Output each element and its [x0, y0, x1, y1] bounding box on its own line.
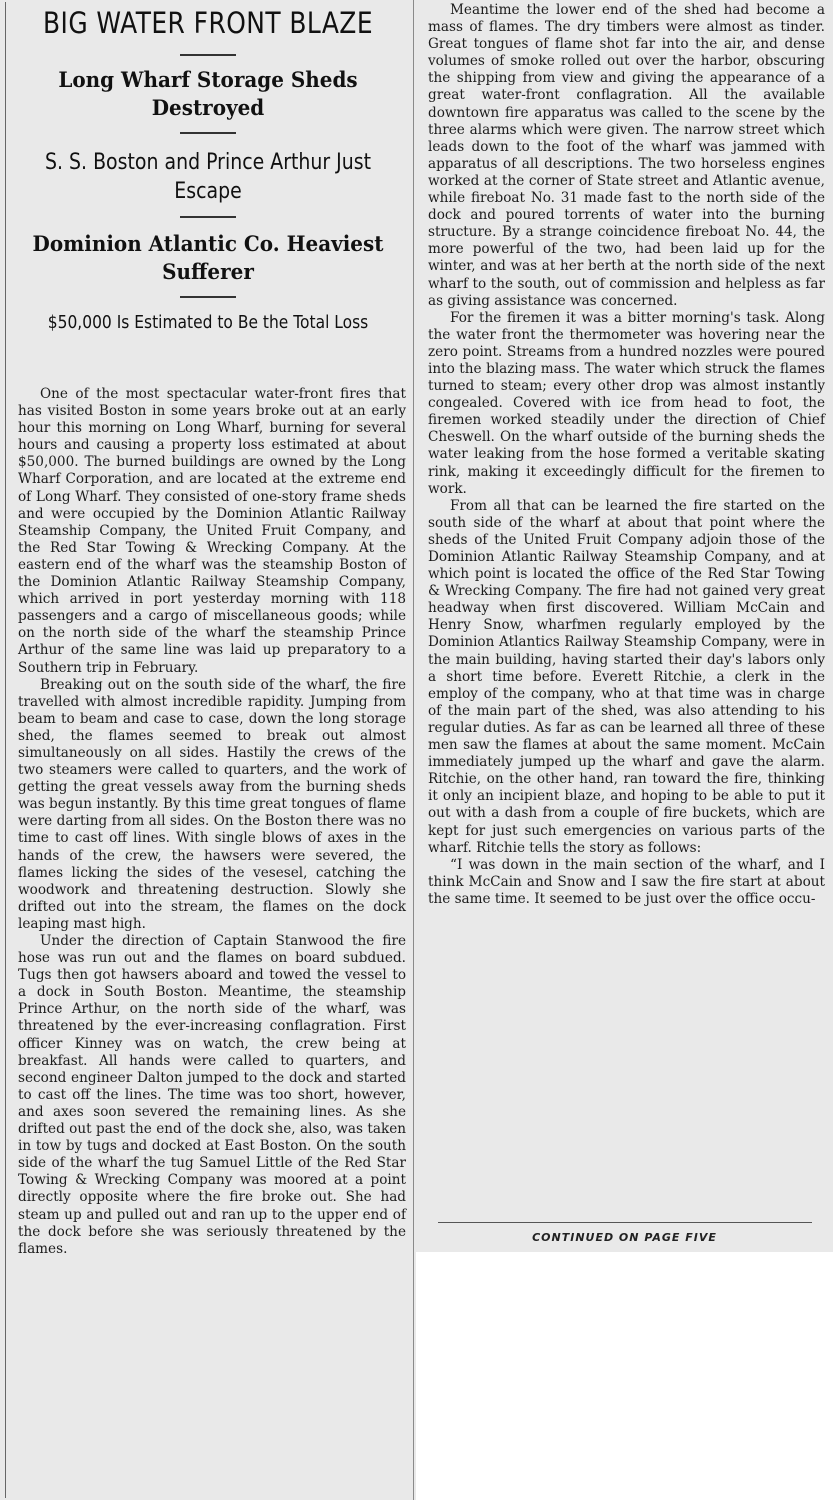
article-body-right [428, 2, 825, 908]
headline-rule [180, 54, 236, 56]
paragraph: “I was down in the main section of the wharf, and I think McCain and Snow and I saw the fire start at about the same time. It seemed to be just over the office occu- [428, 856, 825, 907]
left-column [0, 0, 416, 1500]
main-headline: BIG WATER FRONT BLAZE [42, 6, 374, 40]
deck-rule-1 [180, 132, 236, 134]
paragraph: One of the most spectacular water-front fires that has visited Boston in some years broke out at an early hour this morning on Long Wharf, burning for several hours and causing a property loss estimated at about $50,000. The burned buildings are owned by the Long Wharf Corporation, and are located at the extreme end of Long Wharf. They consisted of one-story frame sheds and were occupied by the Dominion Atlantic Railway Steamship Company, the United Fruit Company, and the Red Star Towing & Wrecking Company. At the eastern end of the wharf was the steamship Boston of the Dominion Atlantic Railway Steamship Company, which arrived in port yesterday morning with 118 passengers and a cargo of miscellaneous goods; while on the north side of the wharf the steamship Prince Arthur of the same line was laid up preparatory to a Southern trip in February. [18, 386, 406, 676]
headline-block [16, 0, 400, 66]
continued-notice: CONTINUED ON PAGE FIVE [532, 1231, 717, 1244]
deck-rule-2 [180, 216, 236, 218]
paragraph: Breaking out on the south side of the wharf, the fire travelled with almost incredible rapidity. Jumping from beam to beam and case to case, down the long storage shed, the flames seemed to break out almost simultaneously on all sides. Hastily the crews of the two steamers were called to quarters, and the work of getting the great vessels away from the burning sheds was begun instantly. By this time great tongues of flame were darting from all sides. On the Boston there was no time to cast off lines. With single blows of axes in the hands of the crew, the hawsers were severed, the flames licking the sides of the vesesel, catching the woodwork and threatening destruction. Slowly she drifted out into the stream, the flames on the dock leaping mast high. [18, 676, 406, 932]
continued-rule [438, 1222, 812, 1223]
deck-headline-1: Long Wharf Storage Sheds Destroyed [58, 67, 358, 120]
deck-4 [16, 310, 400, 335]
right-column [416, 0, 833, 1252]
deck-1 [16, 66, 400, 144]
deck-headline-4: $50,000 Is Estimated to Be the Total Loss [47, 312, 369, 333]
deck-3 [16, 230, 400, 308]
deck-headline-2: S. S. Boston and Prince Arthur Just Escape [44, 150, 372, 204]
paragraph: Meantime the lower end of the shed had become a mass of flames. The dry timbers were almost as tinder. Great tongues of flame shot far into the air, and dense volumes of smoke rolled out over the harbor, obscuring the shipping from view and giving the appearance of a great water-front conflagration. All the available downtown fire apparatus was called to the scene by the three alarms which were given. The narrow street which leads down to the foot of the wharf was jammed with apparatus of all descriptions. The two horseless engines worked at the corner of State street and Atlantic avenue, while fireboat No. 31 made fast to the north side of the dock and poured torrents of water into the burning structure. By a strange coincidence fireboat No. 44, the more powerful of the two, had been laid up for the winter, and was at her berth at the north side of the next wharf to the south, out of commission and helpless as far as giving assistance was concerned. [428, 2, 825, 309]
deck-headline-3: Dominion Atlantic Co. Heaviest Sufferer [32, 231, 384, 284]
deck-2 [16, 148, 400, 228]
paragraph: Under the direction of Captain Stanwood the fire hose was run out and the flames on board subdued. Tugs then got hawsers aboard and towed the vessel to a dock in South Boston. Meantime, the steamship Prince Arthur, on the north side of the wharf, was threatened by the ever-increasing conflagration. First officer Kinney was on watch, the crew being at breakfast. All hands were called to quarters, and second engineer Dalton jumped to the dock and started to cast off the lines. The time was too short, however, and axes soon severed the remaining lines. As she drifted out past the end of the dock she, also, was taken in tow by tugs and docked at East Boston. On the south side of the wharf the tug Samuel Little of the Red Star Towing & Wrecking Company was moored at a point directly opposite where the fire broke out. She had steam up and pulled out and ran up to the upper end of the dock before she was seriously threatened by the flames. [18, 933, 406, 1257]
paragraph: For the firemen it was a bitter morning's task. Along the water front the thermometer was hovering near the zero point. Streams from a hundred nozzles were poured into the blazing mass. The water which struck the flames turned to steam; every other drop was almost instantly congealed. Covered with ice from head to foot, the firemen worked steadily under the direction of Chief Cheswell. On the wharf outside of the burning sheds the water leaking from the hose formed a veritable skating rink, making it exceedingly difficult for the firemen to work. [428, 309, 825, 497]
deck-rule-3 [180, 296, 236, 298]
paragraph: From all that can be learned the fire started on the south side of the wharf at about that point where the sheds of the United Fruit Company adjoin those of the Dominion Atlantic Railway Steamship Company, and at which point is located the office of the Red Star Towing & Wrecking Company. The fire had not gained very great headway when first discovered. William McCain and Henry Snow, wharfmen regularly employed by the Dominion Atlantics Railway Steamship Company, were in the main building, having started their day's labors only a short time before. Everett Ritchie, a clerk in the employ of the company, who at that time was in charge of the main part of the shed, was also attending to his regular duties. As far as can be learned all three of these men saw the flames at about the same moment. McCain immediately jumped up the wharf and gave the alarm. Ritchie, on the other hand, ran toward the fire, thinking it only an incipient blaze, and hoping to be able to put it out with a dash from a couple of fire buckets, which are kept for just such emergencies on various parts of the wharf. Ritchie tells the story as follows: [428, 497, 825, 856]
article-body-left [18, 386, 406, 1258]
